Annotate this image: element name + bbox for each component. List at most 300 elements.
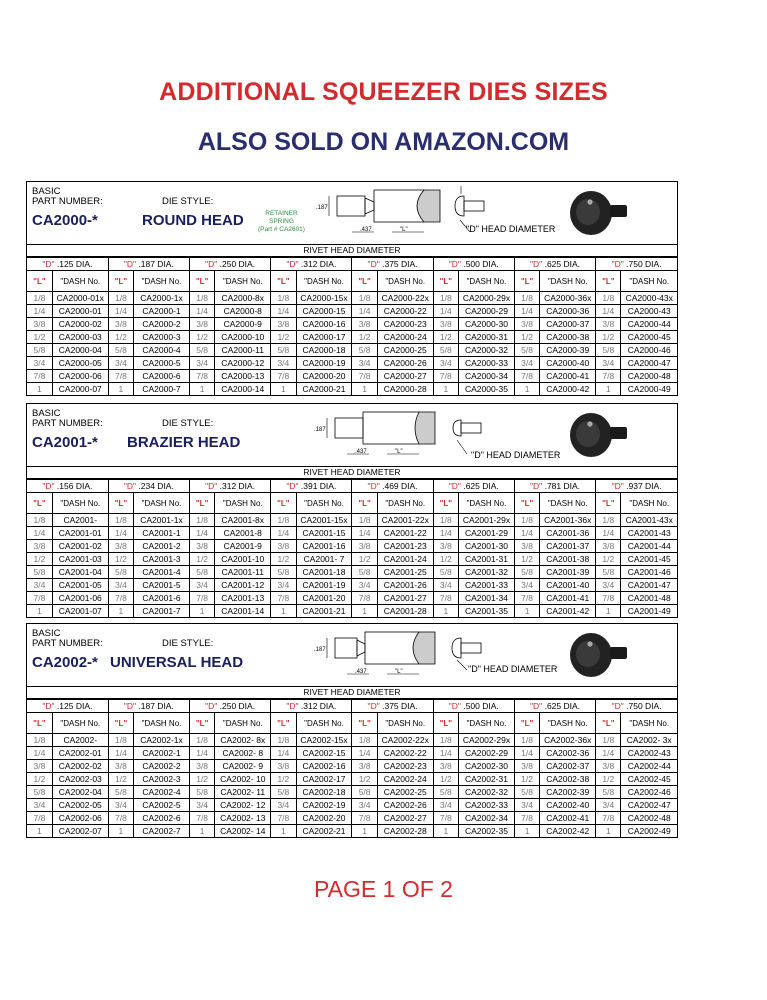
length-cell: 1/4 xyxy=(271,527,296,540)
part-number-cell: CA2000-46 xyxy=(621,344,677,357)
part-number-cell: CA2002- 12 xyxy=(215,799,271,812)
part-number-cell: CA2001-32 xyxy=(459,566,515,579)
part-number-cell: CA2000-06 xyxy=(52,370,108,383)
part-number-cell: CA2002-32 xyxy=(459,786,515,799)
part-number-cell: CA2002-2 xyxy=(134,760,190,773)
length-cell: 1/4 xyxy=(271,305,296,318)
length-cell: 7/8 xyxy=(271,592,296,605)
part-number-cell: CA2000-17 xyxy=(296,331,352,344)
length-header: "L" xyxy=(352,271,377,292)
part-number-cell: CA2000-1 xyxy=(134,305,190,318)
part-number-cell: CA2001-9 xyxy=(215,540,271,553)
length-cell: 1/8 xyxy=(108,514,133,527)
part-number-cell: CA2001-20 xyxy=(296,592,352,605)
length-cell: 7/8 xyxy=(27,812,52,825)
part-number-cell: CA2001-07 xyxy=(52,605,108,618)
length-cell: 3/4 xyxy=(596,579,621,592)
part-number-cell: CA2000-01 xyxy=(52,305,108,318)
length-cell: 5/8 xyxy=(352,566,377,579)
part-number-cell: CA2002-36x xyxy=(540,734,596,747)
length-cell: 3/4 xyxy=(108,799,133,812)
dash-number-header: "DASH No. xyxy=(377,713,433,734)
dash-number-header: "DASH No. xyxy=(459,271,515,292)
part-number-cell: CA2001-15 xyxy=(296,527,352,540)
table-row xyxy=(27,527,677,540)
part-number-cell: CA2001-4 xyxy=(134,566,190,579)
part-number-cell: CA2002-40 xyxy=(540,799,596,812)
length-header: "L" xyxy=(271,271,296,292)
die-style-label: DIE STYLE: xyxy=(162,418,214,429)
length-cell: 1/2 xyxy=(433,553,458,566)
length-cell: 1/8 xyxy=(271,734,296,747)
dash-number-header: "DASH No. xyxy=(134,713,190,734)
length-cell: 1 xyxy=(271,605,296,618)
length-cell: 3/8 xyxy=(514,540,539,553)
part-number-cell: CA2001-8x xyxy=(215,514,271,527)
part-number-cell: CA2001-21 xyxy=(296,605,352,618)
length-cell: 7/8 xyxy=(514,592,539,605)
length-cell: 1/2 xyxy=(596,331,621,344)
part-number-cell: CA2001-46 xyxy=(621,566,677,579)
part-number-cell: CA2002-15x xyxy=(296,734,352,747)
dash-number-header: "DASH No. xyxy=(52,493,108,514)
length-cell: 1/4 xyxy=(189,305,214,318)
diameter-header: "D" .312 DIA. xyxy=(189,480,270,493)
part-number-cell: CA2000-3 xyxy=(134,331,190,344)
part-number-cell: CA2000-27 xyxy=(377,370,433,383)
dash-number-header: "DASH No. xyxy=(621,271,677,292)
length-cell: 1/4 xyxy=(352,747,377,760)
diameter-header: "D" .625 DIA. xyxy=(514,258,595,271)
diameter-header: "D" .187 DIA. xyxy=(108,700,189,713)
part-number-cell: CA2000-20 xyxy=(296,370,352,383)
retainer-note: RETAINER SPRING (Part # CA2601) xyxy=(258,210,305,233)
length-cell: 3/4 xyxy=(271,357,296,370)
part-number-cell: CA2002-41 xyxy=(540,812,596,825)
length-cell: 5/8 xyxy=(271,786,296,799)
part-number-cell: CA2001-1 xyxy=(134,527,190,540)
part-number-cell: CA2001- xyxy=(52,514,108,527)
diameter-header: "D" .469 DIA. xyxy=(352,480,433,493)
part-number-cell: CA2001-13 xyxy=(215,592,271,605)
svg-text:"L": "L" xyxy=(395,669,403,675)
part-number-cell: CA2002-16 xyxy=(296,760,352,773)
length-cell: 5/8 xyxy=(271,344,296,357)
length-cell: 1/2 xyxy=(514,773,539,786)
length-cell: 1 xyxy=(108,383,133,396)
part-number-cell: CA2000-18 xyxy=(296,344,352,357)
part-number-cell: CA2001-8 xyxy=(215,527,271,540)
length-cell: 1/8 xyxy=(596,514,621,527)
length-cell: 1/4 xyxy=(514,527,539,540)
length-cell: 3/8 xyxy=(189,540,214,553)
diameter-header: "D" .750 DIA. xyxy=(596,700,677,713)
length-cell: 5/8 xyxy=(27,344,52,357)
part-number-cell: CA2002-47 xyxy=(621,799,677,812)
part-number-cell: CA2000-2 xyxy=(134,318,190,331)
length-cell: 3/8 xyxy=(352,318,377,331)
length-cell: 1/2 xyxy=(108,331,133,344)
part-number-cell: CA2001-10 xyxy=(215,553,271,566)
section-universal-head xyxy=(26,623,678,838)
dash-number-header: "DASH No. xyxy=(296,271,352,292)
part-number-cell: CA2002-01 xyxy=(52,747,108,760)
part-number-cell: CA2002-26 xyxy=(377,799,433,812)
length-cell: 3/4 xyxy=(514,799,539,812)
length-cell: 3/4 xyxy=(27,799,52,812)
part-number-cell: CA2002-44 xyxy=(621,760,677,773)
part-number: CA2000-* xyxy=(32,212,98,229)
length-cell: 3/4 xyxy=(352,579,377,592)
part-number-cell: CA2000-19 xyxy=(296,357,352,370)
length-cell: 5/8 xyxy=(189,786,214,799)
length-cell: 7/8 xyxy=(596,370,621,383)
diameter-header: "D" .156 DIA. xyxy=(27,480,108,493)
part-number-cell: CA2000-36x xyxy=(540,292,596,305)
length-cell: 1/4 xyxy=(27,747,52,760)
part-number-cell: CA2000-41 xyxy=(540,370,596,383)
part-number-cell: CA2001-18 xyxy=(296,566,352,579)
length-cell: 5/8 xyxy=(352,344,377,357)
basic-label: BASIC xyxy=(32,408,61,419)
diameter-header: "D" .187 DIA. xyxy=(108,258,189,271)
part-number-cell: CA2001-26 xyxy=(377,579,433,592)
length-cell: 7/8 xyxy=(514,812,539,825)
length-cell: 1/8 xyxy=(27,514,52,527)
part-number-cell: CA2000-26 xyxy=(377,357,433,370)
svg-text:.187: .187 xyxy=(314,427,326,433)
part-number-cell: CA2001-24 xyxy=(377,553,433,566)
length-cell: 3/8 xyxy=(108,760,133,773)
dies-table xyxy=(27,257,677,395)
table-row xyxy=(27,605,677,618)
part-number-cell: CA2000-15x xyxy=(296,292,352,305)
length-cell: 1 xyxy=(27,825,52,838)
length-header: "L" xyxy=(433,493,458,514)
part-number-cell: CA2001-01 xyxy=(52,527,108,540)
part-number-cell: CA2001-36x xyxy=(540,514,596,527)
length-header: "L" xyxy=(596,713,621,734)
head-diameter-label: "D" HEAD DIAMETER xyxy=(468,664,558,674)
universal-head-die-diagram-icon xyxy=(307,626,487,682)
part-number-cell: CA2000-14 xyxy=(215,383,271,396)
length-header: "L" xyxy=(433,713,458,734)
diameter-header: "D" .750 DIA. xyxy=(596,258,677,271)
length-header: "L" xyxy=(108,271,133,292)
length-cell: 5/8 xyxy=(27,566,52,579)
length-cell: 1 xyxy=(596,605,621,618)
dash-number-header: "DASH No. xyxy=(377,493,433,514)
part-number-cell: CA2000-01x xyxy=(52,292,108,305)
svg-text:.437: .437 xyxy=(355,669,367,675)
die-style-label: DIE STYLE: xyxy=(162,196,214,207)
length-cell: 5/8 xyxy=(352,786,377,799)
length-cell: 3/8 xyxy=(433,760,458,773)
part-number-cell: CA2000-48 xyxy=(621,370,677,383)
length-header: "L" xyxy=(189,713,214,734)
rivet-head-diameter-label: RIVET HEAD DIAMETER xyxy=(27,467,677,479)
part-number-cell: CA2001-49 xyxy=(621,605,677,618)
length-cell: 7/8 xyxy=(108,812,133,825)
length-cell: 3/4 xyxy=(108,357,133,370)
part-number-cell: CA2000-44 xyxy=(621,318,677,331)
part-number-cell: CA2001-27 xyxy=(377,592,433,605)
part-number-cell: CA2001-41 xyxy=(540,592,596,605)
length-cell: 1/8 xyxy=(433,734,458,747)
part-number-cell: CA2000-1x xyxy=(134,292,190,305)
length-cell: 3/8 xyxy=(189,760,214,773)
diameter-header: "D" .500 DIA. xyxy=(433,258,514,271)
page-title: ADDITIONAL SQUEEZER DIES SIZES xyxy=(159,78,608,106)
length-cell: 1/8 xyxy=(108,734,133,747)
length-header: "L" xyxy=(108,493,133,514)
length-cell: 1/8 xyxy=(352,292,377,305)
length-cell: 1 xyxy=(189,605,214,618)
length-cell: 1/2 xyxy=(189,331,214,344)
die-style-name: ROUND HEAD xyxy=(142,212,244,229)
part-number-cell: CA2001-42 xyxy=(540,605,596,618)
part-number-cell: CA2001-2 xyxy=(134,540,190,553)
table-row xyxy=(27,540,677,553)
dash-number-header: "DASH No. xyxy=(52,713,108,734)
part-number-cell: CA2001-36 xyxy=(540,527,596,540)
length-cell: 1 xyxy=(596,383,621,396)
part-number-cell: CA2001-37 xyxy=(540,540,596,553)
table-row xyxy=(27,747,677,760)
dash-number-header: "DASH No. xyxy=(459,713,515,734)
part-number-cell: CA2000-38 xyxy=(540,331,596,344)
length-cell: 5/8 xyxy=(189,566,214,579)
part-number-cell: CA2001-6 xyxy=(134,592,190,605)
length-cell: 3/8 xyxy=(352,540,377,553)
part-number-cell: CA2001-35 xyxy=(459,605,515,618)
table-row xyxy=(27,553,677,566)
length-cell: 1/8 xyxy=(189,292,214,305)
part-number-cell: CA2001-40 xyxy=(540,579,596,592)
length-header: "L" xyxy=(271,713,296,734)
part-number-cell: CA2001-29x xyxy=(459,514,515,527)
length-cell: 1/2 xyxy=(271,773,296,786)
length-cell: 1/2 xyxy=(189,773,214,786)
part-number-cell: CA2001-15x xyxy=(296,514,352,527)
length-cell: 1/4 xyxy=(27,305,52,318)
part-number-cell: CA2002-29x xyxy=(459,734,515,747)
length-header: "L" xyxy=(514,493,539,514)
length-cell: 3/8 xyxy=(352,760,377,773)
part-number-cell: CA2001-22 xyxy=(377,527,433,540)
part-number-cell: CA2001-38 xyxy=(540,553,596,566)
table-row xyxy=(27,786,677,799)
length-cell: 1/4 xyxy=(108,527,133,540)
part-number-cell: CA2001-14 xyxy=(215,605,271,618)
length-cell: 3/8 xyxy=(271,540,296,553)
part-number-cell: CA2001-3 xyxy=(134,553,190,566)
part-number-cell: CA2000-35 xyxy=(459,383,515,396)
part-number-cell: CA2001-43 xyxy=(621,527,677,540)
part-number-cell: CA2000-10 xyxy=(215,331,271,344)
part-number-cell: CA2002-23 xyxy=(377,760,433,773)
length-cell: 1/8 xyxy=(352,734,377,747)
length-cell: 3/4 xyxy=(433,579,458,592)
part-number-cell: CA2001-45 xyxy=(621,553,677,566)
length-cell: 5/8 xyxy=(27,786,52,799)
part-number-cell: CA2002-28 xyxy=(377,825,433,838)
part-number-cell: CA2002-03 xyxy=(52,773,108,786)
length-header: "L" xyxy=(596,271,621,292)
length-cell: 1/2 xyxy=(352,331,377,344)
part-number-cell: CA2001-30 xyxy=(459,540,515,553)
part-number-cell: CA2002-20 xyxy=(296,812,352,825)
part-number-label: PART NUMBER: xyxy=(32,418,103,429)
length-cell: 7/8 xyxy=(27,592,52,605)
length-cell: 7/8 xyxy=(189,370,214,383)
length-cell: 1/8 xyxy=(27,292,52,305)
dash-number-header: "DASH No. xyxy=(215,713,271,734)
part-number-cell: CA2000-15 xyxy=(296,305,352,318)
page-subtitle: ALSO SOLD ON AMAZON.COM xyxy=(197,128,570,156)
length-cell: 1/8 xyxy=(27,734,52,747)
length-cell: 1/8 xyxy=(433,292,458,305)
dash-number-header: "DASH No. xyxy=(540,271,596,292)
part-number-cell: CA2002-21 xyxy=(296,825,352,838)
length-cell: 5/8 xyxy=(596,344,621,357)
length-cell: 3/8 xyxy=(27,318,52,331)
length-cell: 1 xyxy=(514,605,539,618)
part-number-cell: CA2002- 10 xyxy=(215,773,271,786)
part-number-cell: CA2002-31 xyxy=(459,773,515,786)
part-number-cell: CA2000-7 xyxy=(134,383,190,396)
length-cell: 1/2 xyxy=(27,553,52,566)
length-header: "L" xyxy=(514,713,539,734)
length-cell: 1/2 xyxy=(352,553,377,566)
length-cell: 5/8 xyxy=(514,344,539,357)
length-cell: 5/8 xyxy=(189,344,214,357)
part-number-cell: CA2000-8x xyxy=(215,292,271,305)
part-number-cell: CA2002-6 xyxy=(134,812,190,825)
table-row xyxy=(27,292,677,305)
part-number-cell: CA2000-6 xyxy=(134,370,190,383)
part-number-cell: CA2001-48 xyxy=(621,592,677,605)
part-number-cell: CA2000-05 xyxy=(52,357,108,370)
part-number-cell: CA2002- 9 xyxy=(215,760,271,773)
length-cell: 1/4 xyxy=(596,747,621,760)
part-number-cell: CA2000-21 xyxy=(296,383,352,396)
part-number-cell: CA2001-29 xyxy=(459,527,515,540)
part-number-cell: CA2002- 11 xyxy=(215,786,271,799)
length-cell: 7/8 xyxy=(27,370,52,383)
diameter-header: "D" .625 DIA. xyxy=(514,700,595,713)
head-diameter-label: "D" HEAD DIAMETER xyxy=(471,450,561,460)
part-number-cell: CA2000-32 xyxy=(459,344,515,357)
part-number-cell: CA2002-1x xyxy=(134,734,190,747)
part-number-cell: CA2002-22x xyxy=(377,734,433,747)
length-cell: 3/4 xyxy=(352,357,377,370)
part-number-cell: CA2000-49 xyxy=(621,383,677,396)
length-cell: 3/8 xyxy=(189,318,214,331)
diameter-header: "D" .234 DIA. xyxy=(108,480,189,493)
part-number-cell: CA2000-39 xyxy=(540,344,596,357)
length-cell: 3/4 xyxy=(352,799,377,812)
length-cell: 5/8 xyxy=(433,566,458,579)
die-photo-icon xyxy=(565,407,633,461)
part-number-cell: CA2002-15 xyxy=(296,747,352,760)
length-cell: 1/4 xyxy=(352,527,377,540)
length-cell: 3/8 xyxy=(596,540,621,553)
length-header: "L" xyxy=(352,493,377,514)
length-cell: 7/8 xyxy=(189,592,214,605)
part-number-cell: CA2002-22 xyxy=(377,747,433,760)
part-number-cell: CA2001-7 xyxy=(134,605,190,618)
length-header: "L" xyxy=(433,271,458,292)
length-cell: 1/8 xyxy=(189,514,214,527)
part-number-cell: CA2000-28 xyxy=(377,383,433,396)
diameter-header: "D" .625 DIA. xyxy=(433,480,514,493)
dies-table xyxy=(27,479,677,617)
part-number-cell: CA2001-28 xyxy=(377,605,433,618)
diameter-header: "D" .250 DIA. xyxy=(189,258,270,271)
length-cell: 1/8 xyxy=(352,514,377,527)
diameter-header: "D" .375 DIA. xyxy=(352,700,433,713)
length-cell: 1/2 xyxy=(433,773,458,786)
dash-number-header: "DASH No. xyxy=(296,713,352,734)
part-number-cell: CA2002-42 xyxy=(540,825,596,838)
length-cell: 7/8 xyxy=(108,592,133,605)
length-cell: 3/4 xyxy=(27,357,52,370)
length-cell: 3/4 xyxy=(189,799,214,812)
column-header-row xyxy=(27,713,677,734)
length-cell: 5/8 xyxy=(514,786,539,799)
part-number-cell: CA2002-39 xyxy=(540,786,596,799)
section-header xyxy=(27,404,677,467)
part-number-cell: CA2002-04 xyxy=(52,786,108,799)
page-footer: PAGE 1 OF 2 xyxy=(314,876,453,902)
part-number-cell: CA2001-25 xyxy=(377,566,433,579)
part-number-cell: CA2002-07 xyxy=(52,825,108,838)
dash-number-header: "DASH No. xyxy=(52,271,108,292)
diameter-header: "D" .125 DIA. xyxy=(27,700,108,713)
length-cell: 5/8 xyxy=(596,566,621,579)
length-cell: 3/8 xyxy=(596,318,621,331)
part-number-cell: CA2000-16 xyxy=(296,318,352,331)
length-cell: 1/8 xyxy=(271,514,296,527)
part-number-cell: CA2002-49 xyxy=(621,825,677,838)
length-cell: 1/2 xyxy=(189,553,214,566)
length-cell: 1/2 xyxy=(27,773,52,786)
length-cell: 5/8 xyxy=(108,566,133,579)
part-number-cell: CA2002-45 xyxy=(621,773,677,786)
length-cell: 3/4 xyxy=(433,799,458,812)
length-cell: 7/8 xyxy=(596,812,621,825)
length-cell: 1/4 xyxy=(189,747,214,760)
part-number-cell: CA2000-29 xyxy=(459,305,515,318)
part-number-cell: CA2002-02 xyxy=(52,760,108,773)
length-cell: 1/4 xyxy=(433,305,458,318)
die-photo-icon xyxy=(565,185,633,239)
part-number-cell: CA2002-27 xyxy=(377,812,433,825)
length-cell: 1/8 xyxy=(514,292,539,305)
length-cell: 1 xyxy=(271,825,296,838)
length-header: "L" xyxy=(27,713,52,734)
svg-text:.187: .187 xyxy=(314,647,326,653)
part-number-cell: CA2002-19 xyxy=(296,799,352,812)
dies-table xyxy=(27,699,677,837)
part-number-cell: CA2000-30 xyxy=(459,318,515,331)
part-number-cell: CA2000-02 xyxy=(52,318,108,331)
dash-number-header: "DASH No. xyxy=(377,271,433,292)
rivet-head-diameter-label: RIVET HEAD DIAMETER xyxy=(27,687,677,699)
length-cell: 1/8 xyxy=(433,514,458,527)
length-cell: 3/4 xyxy=(596,357,621,370)
